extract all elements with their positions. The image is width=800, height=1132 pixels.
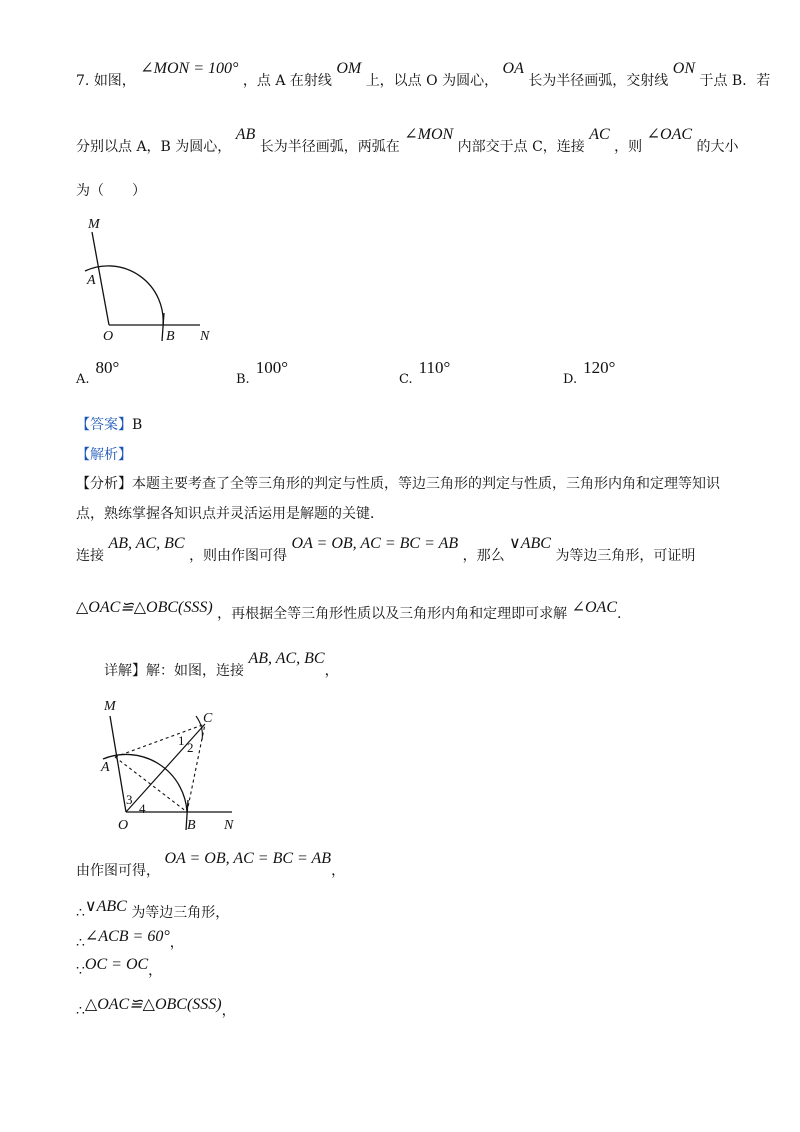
therefore-symbol: ∴ xyxy=(76,905,85,921)
text: 分别以点 A，B 为圆心， xyxy=(76,139,232,155)
text: ， xyxy=(169,935,184,951)
question-line-3: 为（ ） xyxy=(76,183,146,199)
ray-om-2 xyxy=(110,716,126,812)
detail-connect-math: AB, AC, BC xyxy=(248,650,325,667)
solution-step-2 xyxy=(76,898,230,922)
label-o: O xyxy=(103,329,114,344)
option-value: 80° xyxy=(95,358,120,377)
text: 上，以点 O 为圆心， xyxy=(365,73,499,89)
ab-ac-bc-math: AB, AC, BC xyxy=(108,535,185,552)
question-number: 7. xyxy=(76,73,94,89)
label-o-2: O xyxy=(118,818,129,833)
analysis-subtag: 【分析】 xyxy=(76,476,132,492)
text: 为等边三角形，可证明 xyxy=(555,548,696,564)
solution-step-5 xyxy=(76,996,236,1020)
text: ， xyxy=(331,863,346,879)
option-letter: A. xyxy=(76,372,90,387)
text: 的大小 xyxy=(696,139,739,155)
solution-step-4 xyxy=(76,956,163,980)
equal-segments-math: OA = OB, AC = BC = AB xyxy=(291,535,459,552)
option-letter: D. xyxy=(563,372,578,387)
figure-1 xyxy=(76,210,236,350)
figure-2 xyxy=(96,694,246,840)
text: 连接 xyxy=(76,548,104,564)
triangle-abc-math: ∨ABC xyxy=(509,535,551,552)
step2-math: ∨ABC xyxy=(84,898,127,915)
label-a: A xyxy=(87,273,96,288)
text: 详解】解：如图，连接 xyxy=(104,663,244,679)
answer-value: B xyxy=(132,417,143,433)
angle-oac-math: ∠OAC xyxy=(646,126,693,143)
analysis-tag: 【解析】 xyxy=(76,447,132,463)
text: 为等边三角形， xyxy=(131,905,230,921)
text: ， xyxy=(221,1003,236,1019)
question-line-2 xyxy=(76,126,739,156)
ray-om-math: OM xyxy=(336,60,362,77)
option-value: 120° xyxy=(583,358,616,377)
option-b[interactable] xyxy=(236,358,288,388)
text: 于点 B．若 xyxy=(699,73,771,89)
therefore-symbol: ∴ xyxy=(76,1003,85,1019)
ab-math: AB xyxy=(235,126,256,143)
text: 如图， xyxy=(93,73,136,89)
analysis-line-1 xyxy=(76,473,720,493)
text: ，再根据全等三角形性质以及三角形内角和定理即可求解 xyxy=(217,606,568,622)
because-symbol: ∵ xyxy=(76,963,85,979)
solution-step-3 xyxy=(76,928,184,952)
solution-step-1 xyxy=(76,850,346,880)
text: 由作图可得， xyxy=(76,863,160,879)
label-a-2: A xyxy=(101,760,110,775)
angle-label-4: 4 xyxy=(139,801,146,816)
angle-oac-math-2: ∠OAC xyxy=(571,599,617,616)
analysis-line-3 xyxy=(76,535,696,565)
angle-label-3: 3 xyxy=(126,792,133,807)
segment-oc xyxy=(126,724,205,812)
text: ， xyxy=(324,663,339,679)
text: ，那么 xyxy=(462,548,505,564)
option-letter: B. xyxy=(236,372,250,387)
label-n: N xyxy=(200,329,210,344)
oa-math: OA xyxy=(502,60,524,77)
label-n-2: N xyxy=(224,818,234,833)
text: 内部交于点 C，连接 xyxy=(457,139,585,155)
detail-line xyxy=(104,650,339,680)
text: 长为半径画弧，交射线 xyxy=(528,73,669,89)
option-d[interactable] xyxy=(563,358,616,388)
angle-mon-math-2: ∠MON xyxy=(404,126,454,143)
angle-label-2: 2 xyxy=(187,740,194,755)
arc-ab xyxy=(85,266,163,325)
therefore-symbol: ∴ xyxy=(76,935,85,951)
option-letter: C. xyxy=(399,372,413,387)
ray-on-math: ON xyxy=(672,60,695,77)
text: ， xyxy=(148,963,163,979)
angle-label-1: 1 xyxy=(178,733,185,748)
label-b: B xyxy=(166,329,175,344)
answer-tag: 【答案】 xyxy=(76,417,132,433)
step5-math: △OAC≌△OBC(SSS) xyxy=(84,996,222,1013)
question-line-1 xyxy=(76,60,771,90)
step4-math: OC = OC xyxy=(84,956,149,973)
answer-line xyxy=(76,414,142,434)
option-value: 100° xyxy=(255,358,288,377)
analysis-line-4 xyxy=(76,599,622,623)
option-value: 110° xyxy=(418,358,451,377)
ac-math: AC xyxy=(589,126,610,143)
text: ，点 A 在射线 xyxy=(242,73,332,89)
text: ，则由作图可得 xyxy=(189,548,288,564)
congruence-math: △OAC≌△OBC(SSS) xyxy=(76,599,213,616)
analysis-line-2: 点，熟练掌握各知识点并灵活运用是解题的关键． xyxy=(76,506,384,522)
label-b-2: B xyxy=(187,818,196,833)
text: . xyxy=(616,606,622,622)
text: ，则 xyxy=(614,139,643,155)
label-m-2: M xyxy=(104,699,116,714)
option-a[interactable] xyxy=(76,358,120,388)
text: 长为半径画弧，两弧在 xyxy=(259,139,400,155)
text: 本题主要考查了全等三角形的判定与性质，等边三角形的判定与性质，三角形内角和定理等知识 xyxy=(132,476,720,492)
label-c-2: C xyxy=(203,711,213,726)
angle-mon-math: ∠MON = 100° xyxy=(140,60,239,77)
step1-math: OA = OB, AC = BC = AB xyxy=(164,850,332,867)
option-c[interactable] xyxy=(399,358,451,388)
analysis-tag-line xyxy=(76,444,132,464)
step3-math: ∠ACB = 60° xyxy=(84,928,170,945)
label-m: M xyxy=(88,217,100,232)
